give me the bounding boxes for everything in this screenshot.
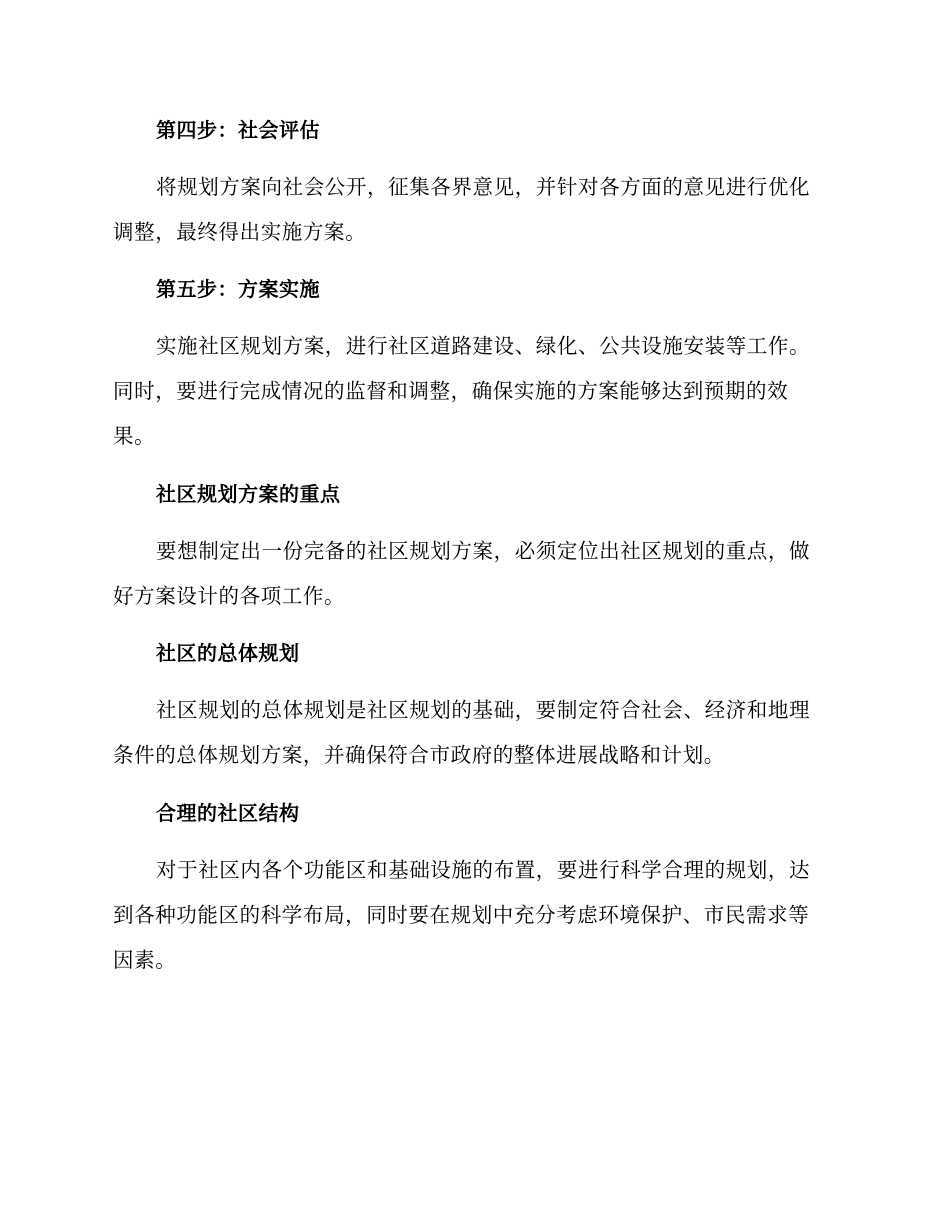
paragraph-line: 果。 xyxy=(113,424,156,448)
paragraph-line: 到各种功能区的科学布局，同时要在规划中充分考虑环境保护、市民需求等 xyxy=(113,903,810,927)
section-heading-plan-implementation: 第五步：方案实施 xyxy=(156,277,320,301)
paragraph-line: 调整，最终得出实施方案。 xyxy=(113,220,367,244)
paragraph-line: 因素。 xyxy=(113,948,177,972)
paragraph-line: 条件的总体规划方案，并确保符合市政府的整体进展战略和计划。 xyxy=(113,743,725,767)
section-heading-plan-focus: 社区规划方案的重点 xyxy=(156,482,341,506)
section-heading-overall-planning: 社区的总体规划 xyxy=(156,641,300,665)
paragraph-line: 要想制定出一份完备的社区规划方案，必须定位出社区规划的重点，做 xyxy=(156,539,811,563)
paragraph-line: 将规划方案向社会公开，征集各界意见，并针对各方面的意见进行优化 xyxy=(156,175,811,199)
paragraph-line: 同时，要进行完成情况的监督和调整，确保实施的方案能够达到预期的效 xyxy=(113,379,789,403)
section-heading-community-structure: 合理的社区结构 xyxy=(156,801,300,825)
paragraph-line: 好方案设计的各项工作。 xyxy=(113,584,346,608)
paragraph-line: 实施社区规划方案，进行社区道路建设、绿化、公共设施安装等工作。 xyxy=(156,334,811,358)
paragraph-line: 对于社区内各个功能区和基础设施的布置，要进行科学合理的规划，达 xyxy=(156,858,811,882)
section-heading-social-evaluation: 第四步：社会评估 xyxy=(156,118,320,142)
paragraph-line: 社区规划的总体规划是社区规划的基础，要制定符合社会、经济和地理 xyxy=(156,698,811,722)
